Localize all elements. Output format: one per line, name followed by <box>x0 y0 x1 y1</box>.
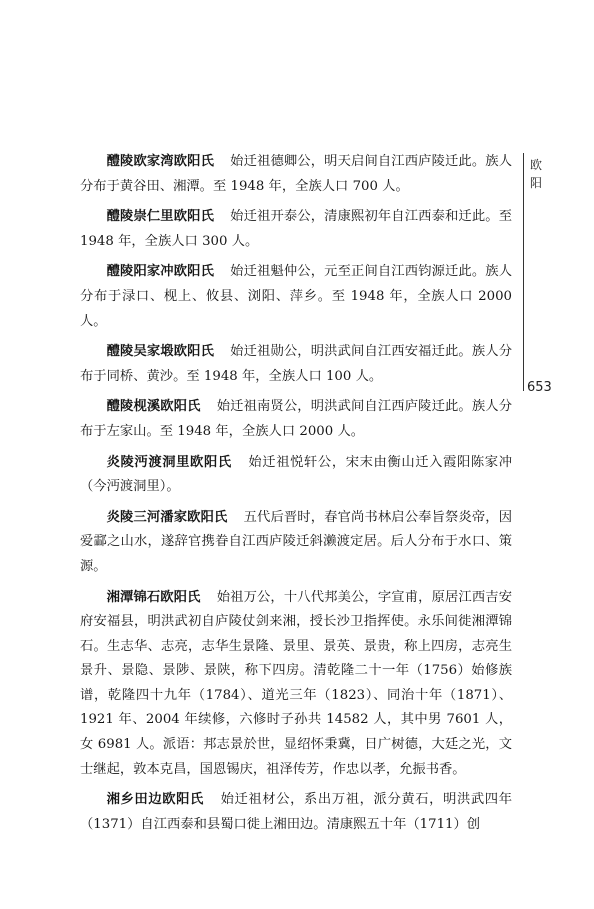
entry-title: 炎陵沔渡洞里欧阳氏 <box>106 454 232 470</box>
entry-title: 炎陵三河潘家欧阳氏 <box>106 509 228 525</box>
entry-jin-shi <box>80 586 512 783</box>
entry-title: 醴陵崇仁里欧阳氏 <box>106 209 215 225</box>
entry-tian-bian <box>80 788 512 837</box>
entry-text: 始迁祖南贤公，明洪武间自江西庐陵迁此。族人分布于左家山。至 1948 年，全族人口 2000 人。 <box>80 399 513 439</box>
entry-chong-ren-li <box>80 205 512 254</box>
entry-title: 醴陵欧家湾欧阳氏 <box>106 154 215 169</box>
section-label: 欧阳 <box>530 158 543 190</box>
entry-jian-xi <box>80 395 512 444</box>
entry-text: 始迁祖德卿公，明天启间自江西庐陵迁此。族人分布于黄谷田、湘潭。至 1948 年，全族人口 700 人。 <box>80 154 513 194</box>
entry-text: 始迁祖勋公，明洪武间自江西安福迁此。族人分布于同桥、黄沙。至 1948 年，全族人口 100 人。 <box>80 344 513 384</box>
entry-title: 湘乡田边欧阳氏 <box>106 792 204 808</box>
page-number: 653 <box>527 380 552 395</box>
body-text <box>80 150 512 843</box>
entry-text: 始迁祖悦轩公，宋末由衡山迁入霞阳陈家冲（今沔渡洞里）。 <box>80 454 513 495</box>
entry-wu-jia-duan <box>80 340 512 389</box>
entry-ou-jia-wan <box>80 150 512 199</box>
entry-title: 醴陵枧溪欧阳氏 <box>106 399 201 415</box>
entry-yang-jia-chong <box>80 260 512 334</box>
entry-text: 五代后晋时，春官尚书林启公奉旨祭炎帝，因爱酃之山水，遂辞官携眷自江西庐陵迁斜濑渡定居。后人分布于水口、策源。 <box>80 509 513 574</box>
margin-rule <box>523 153 524 391</box>
entry-title: 醴陵吴家塅欧阳氏 <box>106 344 215 360</box>
entry-title: 湘潭锦石欧阳氏 <box>106 589 201 605</box>
entry-text: 始迁祖魁仲公，元至正间自江西钧源迁此。族人分布于渌口、枧上、攸县、浏阳、萍乡。至 1948 年，全族人口 2000 人。 <box>80 264 513 329</box>
entry-title: 醴陵阳家冲欧阳氏 <box>106 264 215 280</box>
entry-san-he-pan-jia <box>80 506 512 580</box>
entry-mian-du-dong-li <box>80 451 512 500</box>
entry-text: 始祖万公，十八代邦美公，字宣甫，原居江西吉安府安福县，明洪武初自庐陵仗剑来湘，授长沙卫指挥使。永乐间徙湘潭锦石。生志华、志亮，志华生景隆、景里、景英、景贵，称上四房，志亮生景升、景隐、景陟、景陕，称下四房。清乾隆二十一年（1756）始修族谱，乾隆四十九年（1784）、道光三年（1823）、同治十年（1871）、1921 年、2004 年续修，六修时子孙共 14582 人，其中男 7601 人，女 6981 人。派语：邦志景於世，显绍怀秉冀，日广树德，大廷之光，文士继起，敦本克昌，国恩锡庆，祖泽传芳，作忠以孝，允振书香。 <box>80 589 513 777</box>
entry-text: 始迁祖材公，系出万祖，派分黄石，明洪武四年（1371）自江西泰和县蜀口徙上湘田边。清康熙五十年（1711）创 <box>80 792 513 832</box>
entry-text: 始迁祖开泰公，清康熙初年自江西泰和迁此。至 1948 年，全族人口 300 人。 <box>80 209 513 249</box>
